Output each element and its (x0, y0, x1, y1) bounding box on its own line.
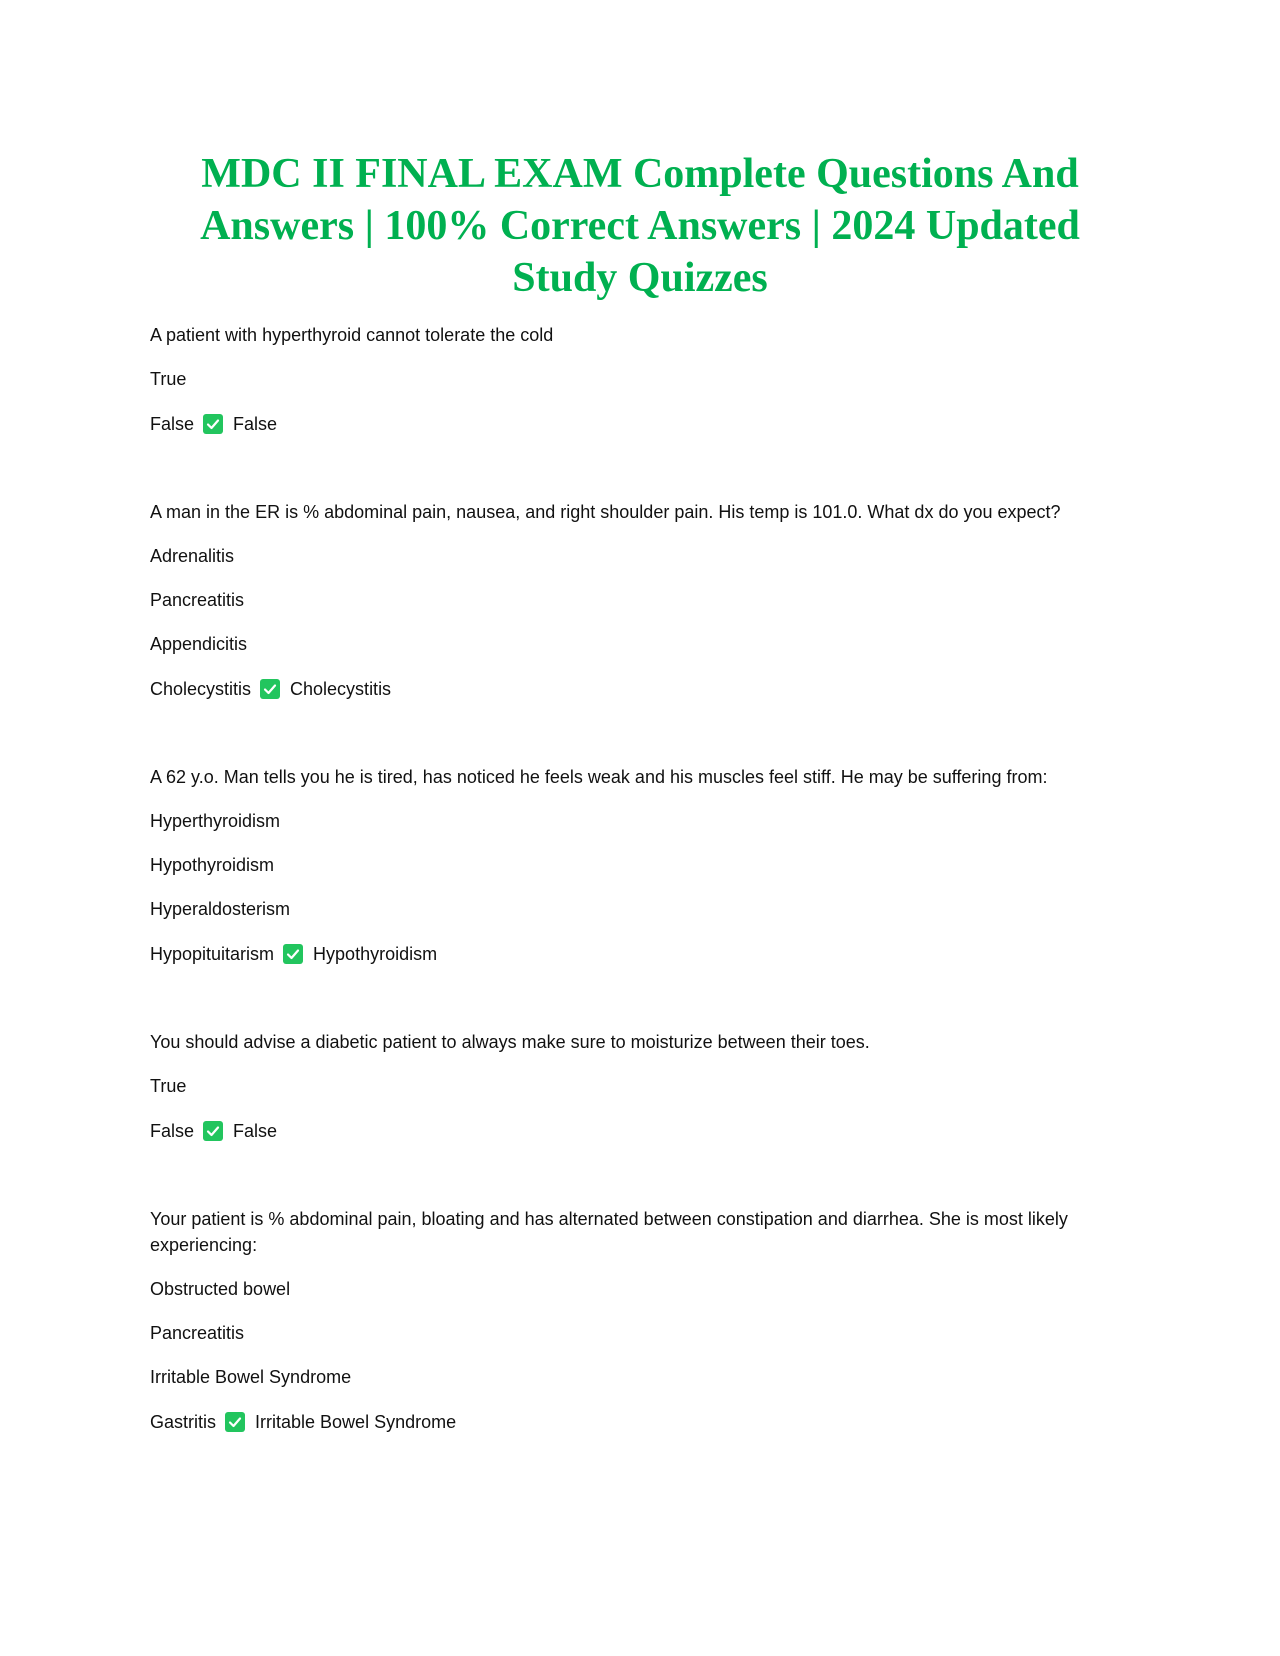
question-1 (150, 322, 1140, 438)
option: True (150, 1076, 187, 1096)
check-icon (203, 414, 223, 434)
question-4 (150, 1029, 1140, 1145)
option: Hypothyroidism (150, 855, 275, 875)
option: Gastritis (150, 1412, 217, 1432)
option: Hyperaldosterism (150, 899, 291, 919)
option: Cholecystitis (150, 679, 252, 699)
correct-answer: Irritable Bowel Syndrome (255, 1412, 457, 1432)
option: Obstructed bowel (150, 1279, 291, 1299)
option: Pancreatitis (150, 1323, 245, 1343)
question-text: A 62 y.o. Man tells you he is tired, has noticed he feels weak and his muscles feel stiff. He may be suffering from: (150, 767, 1048, 787)
answer-line (150, 1408, 1140, 1436)
check-icon (260, 679, 280, 699)
question-text: A patient with hyperthyroid cannot tolerate the cold (150, 325, 554, 345)
question-text: You should advise a diabetic patient to always make sure to moisturize between their toes. (150, 1032, 870, 1052)
check-icon (203, 1121, 223, 1141)
question-text: A man in the ER is % abdominal pain, nausea, and right shoulder pain. His temp is 101.0. What dx do you expect? (150, 502, 1061, 522)
option: False (150, 414, 195, 434)
answer-line (150, 410, 1140, 438)
question-text: Your patient is % abdominal pain, bloating and has alternated between constipation and diarrhea. She is most likely experiencing: (150, 1209, 1068, 1255)
check-icon (225, 1412, 245, 1432)
option: Adrenalitis (150, 546, 235, 566)
option: False (150, 1121, 195, 1141)
answer-line (150, 675, 1140, 703)
option: Hypopituitarism (150, 944, 275, 964)
question-5 (150, 1206, 1140, 1436)
option: Irritable Bowel Syndrome (150, 1367, 352, 1387)
correct-answer: False (233, 1121, 278, 1141)
question-list (150, 322, 1140, 1436)
option: Appendicitis (150, 634, 248, 654)
correct-answer: Hypothyroidism (313, 944, 438, 964)
option: True (150, 369, 187, 389)
question-3 (150, 764, 1140, 968)
correct-answer: Cholecystitis (290, 679, 392, 699)
correct-answer: False (233, 414, 278, 434)
page-title: MDC II FINAL EXAM Complete Questions And Answers | 100% Correct Answers | 2024 Updated Study Quizzes (200, 151, 1080, 301)
option: Hyperthyroidism (150, 811, 281, 831)
answer-line (150, 1117, 1140, 1145)
option: Pancreatitis (150, 590, 245, 610)
question-2 (150, 499, 1140, 703)
check-icon (283, 944, 303, 964)
answer-line (150, 940, 1140, 968)
